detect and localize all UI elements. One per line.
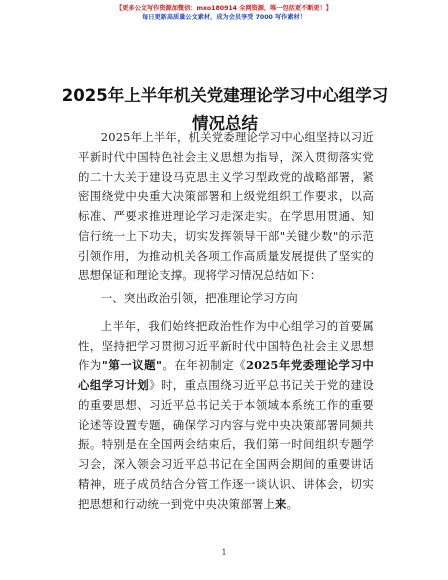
section-1-paragraph [78, 317, 374, 515]
paragraph-text: 上半年，我们始终把政治性作为中心组学习的首要属性，坚持把学习贯彻习近平新时代中国特色社会主义思想作为 [78, 318, 374, 373]
paragraph-text: 。 [286, 496, 299, 511]
promo-banner-line1: 【更多公文写作资源加微信：mxo180914 全网资源，唯一包括更不断更！】 [116, 5, 332, 12]
document-title: 2025年上半年机关党建理论学习中心组学习情况总结 [61, 86, 389, 133]
document-body [78, 128, 374, 514]
paragraph-bold-text: "第一议题" [101, 358, 163, 373]
intro-paragraph: 2025年上半年，机关党委理论学习中心组坚持以习近平新时代中国特色社会主义思想为指导，深入贯彻落实党的二十大关于建设马克思主义学习型政党的战略部署，紧密围绕党中央重大决策部署和上级党组织工作要求，以高标准、严要求推进理论学习走深走实。在学思用贯通、知信行统一上下功夫，切实发挥领导干部"关键少数"的示范引领作用，为推动机关各项工作高质量发展提供了坚实的思想保证和理论支撑。现将学习情况总结如下： [78, 130, 374, 283]
paragraph-bold-text: 2025年党委理论学习中心组学习计划 [78, 358, 374, 392]
promo-banner-line2: 每日更新高质量公文素材，成为会员享受 7000 写作素材！ [142, 14, 306, 21]
section-heading-1: 一、突出政治引领，把准理论学习方向 [100, 291, 298, 305]
paragraph-text: 。在年初制定《 [162, 358, 247, 373]
paragraph-text: 》时，重点围绕习近平总书记关于党的建设的重要思想、习近平总书记关于本领域本系统工作的重要论述等设置专题，确保学习内容与党中央决策部署同频共振。特别是在全国两会结束后，我们第一时间组织专题学习会，深入领会习近平总书记在全国两会期间的重要讲话精神，班子成员结合分管工作逐一谈认识、讲体会，切实把思想和行动统一到党中央决策部署上 [78, 378, 374, 511]
promo-banner [0, 4, 448, 22]
paragraph-bold-text: 来 [275, 496, 287, 511]
page-number: 1 [221, 548, 227, 557]
